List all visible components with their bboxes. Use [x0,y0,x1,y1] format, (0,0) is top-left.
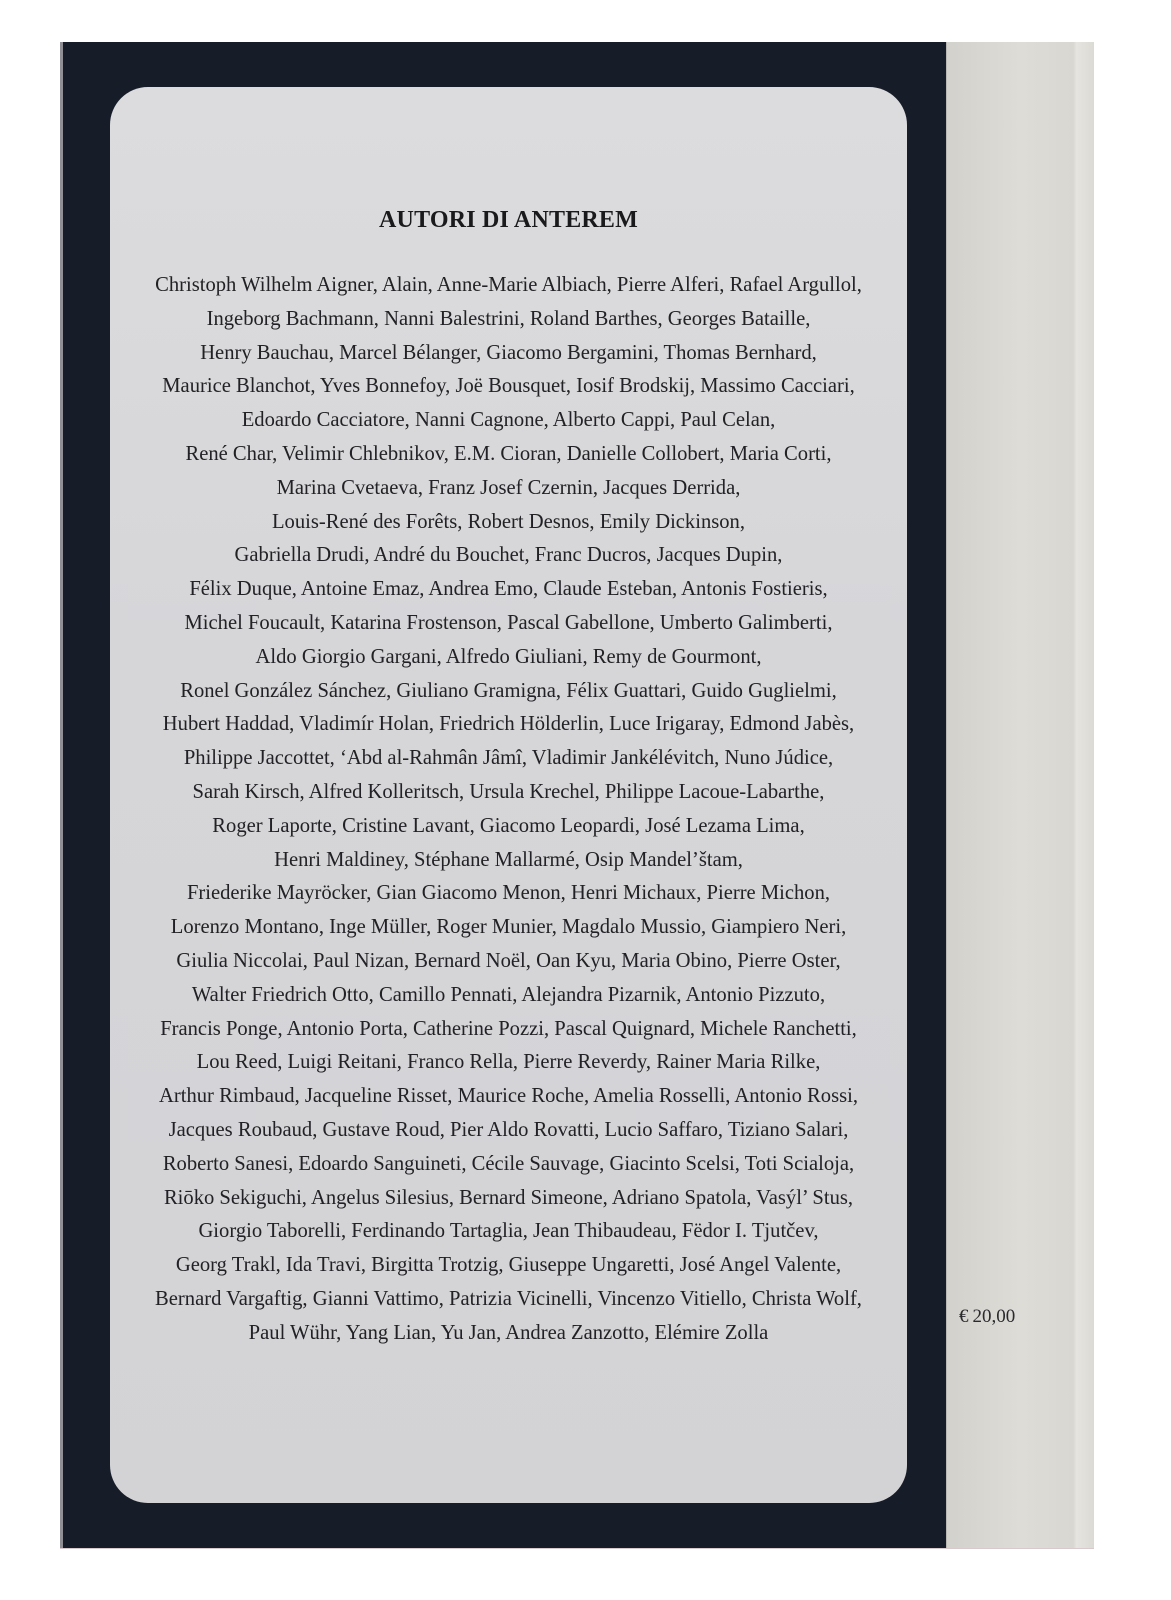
author-line: Sarah Kirsch, Alfred Kolleritsch, Ursula Krechel, Philippe Lacoue-Labarthe, [192,780,825,803]
author-list [124,269,893,1351]
cover-flap [946,42,1094,1548]
author-line: Roberto Sanesi, Edoardo Sanguineti, Cécile Sauvage, Giacinto Scelsi, Toti Scialoja, [162,1152,855,1175]
author-line: Edoardo Cacciatore, Nanni Cagnone, Alberto Cappi, Paul Celan, [241,409,776,432]
author-line: Louis-René des Forêts, Robert Desnos, Emily Dickinson, [271,510,746,533]
price-label [959,1306,1015,1328]
author-line: Giulia Niccolai, Paul Nizan, Bernard Noël, Oan Kyu, Maria Obino, Pierre Oster, [176,949,841,972]
author-line: Lorenzo Montano, Inge Müller, Roger Munier, Magdalo Mussio, Giampiero Neri, [170,916,847,939]
author-line: Riōko Sekiguchi, Angelus Silesius, Bernard Simeone, Adriano Spatola, Vasýl’ Stus, [163,1186,854,1209]
author-line: Bernard Vargaftig, Gianni Vattimo, Patrizia Vicinelli, Vincenzo Vitiello, Christa Wolf, [155,1287,862,1310]
panel-title: AUTORI DI ANTEREM [379,207,638,233]
author-line: Gabriella Drudi, André du Bouchet, Franc Ducros, Jacques Dupin, [234,544,783,567]
author-line: Giorgio Taborelli, Ferdinando Tartaglia, Jean Thibaudeau, Fëdor I. Tjutčev, [198,1220,819,1243]
author-line: Roger Laporte, Cristine Lavant, Giacomo Leopardi, José Lezama Lima, [212,814,805,837]
author-line: Henry Bauchau, Marcel Bélanger, Giacomo Bergamini, Thomas Bernhard, [200,341,817,364]
author-line: Georg Trakl, Ida Travi, Birgitta Trotzig, Giuseppe Ungaretti, José Angel Valente, [175,1254,842,1277]
author-line: Marina Cvetaeva, Franz Josef Czernin, Jacques Derrida, [276,476,741,499]
dark-frame [60,42,946,1548]
author-line: Christoph Wilhelm Aigner, Alain, Anne-Marie Albiach, Pierre Alferi, Rafael Argullol, [155,274,862,296]
author-line: Philippe Jaccottet, ‘Abd al-Rahmân Jâmî, Vladimir Jankélévitch, Nuno Júdice, [183,747,834,770]
author-line: Lou Reed, Luigi Reitani, Franco Rella, Pierre Reverdy, Rainer Maria Rilke, [196,1051,821,1074]
author-line: Jacques Roubaud, Gustave Roud, Pier Aldo Rovatti, Lucio Saffaro, Tiziano Salari, [168,1118,849,1141]
author-line: Francis Ponge, Antonio Porta, Catherine Pozzi, Pascal Quignard, Michele Ranchetti, [160,1017,857,1040]
author-line: Michel Foucault, Katarina Frostenson, Pascal Gabellone, Umberto Galimberti, [184,611,833,634]
author-line: Ronel González Sánchez, Giuliano Gramigna, Félix Guattari, Guido Guglielmi, [180,679,837,702]
author-line: Hubert Haddad, Vladimír Holan, Friedrich Hölderlin, Luce Irigaray, Edmond Jabès, [162,713,855,736]
author-line: Arthur Rimbaud, Jacqueline Risset, Maurice Roche, Amelia Rosselli, Antonio Rossi, [159,1085,858,1108]
author-line: Henri Maldiney, Stéphane Mallarmé, Osip Mandel’štam, [274,848,743,871]
author-line: Aldo Giorgio Gargani, Alfredo Giuliani, Remy de Gourmont, [255,645,762,668]
book-back-cover [60,42,1094,1548]
author-line: Friederike Mayröcker, Gian Giacomo Menon, Henri Michaux, Pierre Michon, [186,882,831,905]
author-line: Félix Duque, Antoine Emaz, Andrea Emo, Claude Esteban, Antonis Fostieris, [189,578,828,601]
author-line: Paul Wühr, Yang Lian, Yu Jan, Andrea Zanzotto, Elémire Zolla [248,1321,769,1344]
author-line: Walter Friedrich Otto, Camillo Pennati, Alejandra Pizarnik, Antonio Pizzuto, [191,983,826,1006]
euro-symbol: € [959,1306,969,1327]
price-value: 20,00 [972,1306,1016,1327]
author-panel [110,87,907,1503]
author-line: Maurice Blanchot, Yves Bonnefoy, Joë Bousquet, Iosif Brodskij, Massimo Cacciari, [162,375,855,398]
author-line: René Char, Velimir Chlebnikov, E.M. Cioran, Danielle Collobert, Maria Corti, [185,442,832,465]
author-line: Ingeborg Bachmann, Nanni Balestrini, Roland Barthes, Georges Bataille, [206,307,811,330]
